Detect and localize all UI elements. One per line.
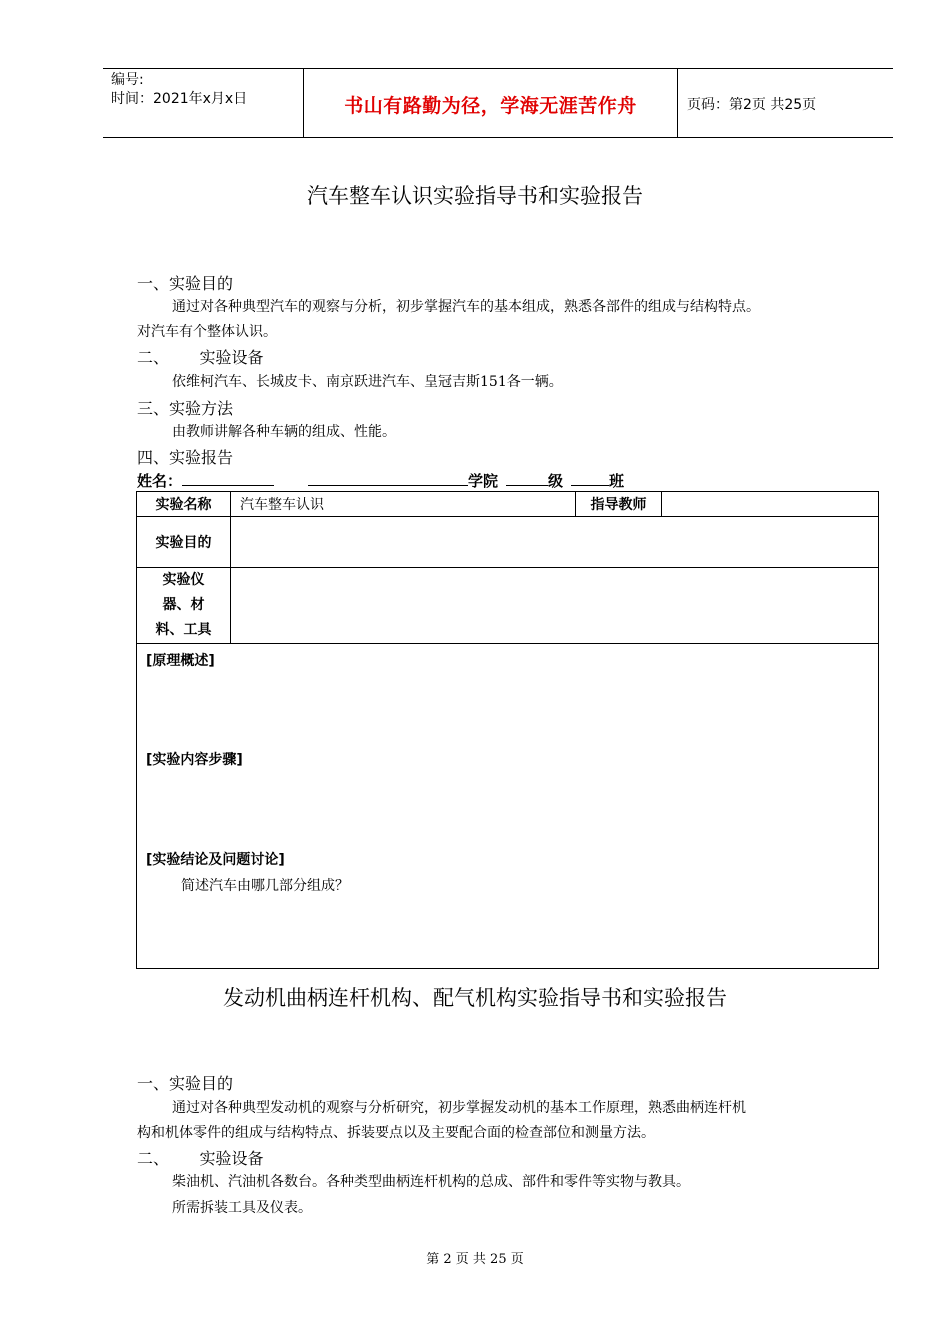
- header-page-code: 页码：第2页 共25页: [687, 97, 817, 113]
- report-body-cell[interactable]: [137, 644, 879, 969]
- table-row: [137, 644, 879, 969]
- doc-number-label: 编号:: [111, 72, 144, 88]
- steps-label: [实验内容步骤]: [146, 752, 243, 768]
- instruments-label-line: 器、材: [162, 597, 205, 613]
- college-blank[interactable]: [308, 471, 468, 486]
- report-table: [136, 491, 879, 969]
- section1-method-text: 由教师讲解各种车辆的组成、性能。: [172, 424, 396, 440]
- class-blank[interactable]: [571, 471, 609, 486]
- section1-title: 汽车整车认识实验指导书和实验报告: [307, 184, 643, 208]
- table-row: [137, 568, 879, 644]
- principle-label: [原理概述]: [146, 653, 215, 669]
- instruments-label-line: 实验仪: [162, 572, 205, 588]
- header-meta: [111, 71, 247, 109]
- class-label: 班: [609, 472, 625, 490]
- exp-name-value[interactable]: 汽车整车认识: [231, 492, 576, 517]
- section1-equipment-heading: 二、 实验设备: [137, 348, 264, 367]
- discussion-question: 简述汽车由哪几部分组成？: [181, 878, 349, 894]
- instruments-label-line: 料、工具: [155, 622, 212, 638]
- instruments-label: [137, 568, 231, 644]
- table-row: [137, 492, 879, 517]
- section2-title: 发动机曲柄连杆机构、配气机构实验指导书和实验报告: [223, 986, 727, 1010]
- section2-equipment-heading: 二、 实验设备: [137, 1149, 264, 1168]
- instruments-value[interactable]: [231, 568, 879, 644]
- page-header: [103, 68, 893, 138]
- section1-purpose-line1: 通过对各种典型汽车的观察与分析，初步掌握汽车的基本组成，熟悉各部件的组成与结构特点。: [172, 299, 760, 315]
- section1-purpose-heading: 一、实验目的: [137, 274, 234, 293]
- section1-purpose-line2: 对汽车有个整体认识。: [137, 324, 277, 340]
- section2-equipment-line2: 所需拆装工具及仪表。: [172, 1200, 312, 1216]
- section1-method-heading: 三、实验方法: [137, 399, 234, 418]
- header-divider: [677, 69, 678, 137]
- teacher-value[interactable]: [662, 492, 879, 517]
- section2-purpose-line1: 通过对各种典型发动机的观察与分析研究，初步掌握发动机的基本工作原理，熟悉曲柄连杆机: [172, 1100, 746, 1116]
- college-label: 学院: [468, 472, 499, 490]
- name-label: 姓名：: [137, 472, 183, 490]
- section1-equipment-text: 依维柯汽车、长城皮卡、南京跃进汽车、皇冠吉斯151各一辆。: [172, 374, 563, 390]
- header-motto: 书山有路勤为径，学海无涯苦作舟: [344, 95, 637, 117]
- name-blank[interactable]: [182, 471, 274, 486]
- purpose-value[interactable]: [231, 517, 879, 568]
- page-footer: 第 2 页 共 25 页: [426, 1252, 524, 1267]
- grade-label: 级: [548, 472, 564, 490]
- conclusion-label: [实验结论及问题讨论]: [146, 852, 285, 868]
- teacher-label: 指导教师: [576, 492, 662, 517]
- student-info-line: [137, 470, 624, 491]
- purpose-label: 实验目的: [137, 517, 231, 568]
- section2-equipment-line1: 柴油机、汽油机各数台。各种类型曲柄连杆机构的总成、部件和零件等实物与教具。: [172, 1174, 690, 1190]
- section1-report-heading: 四、实验报告: [137, 448, 234, 467]
- exp-name-label: 实验名称: [137, 492, 231, 517]
- section2-purpose-line2: 构和机体零件的组成与结构特点、拆装要点以及主要配合面的检查部位和测量方法。: [137, 1125, 655, 1141]
- doc-time-label: 时间：2021年x月x日: [111, 91, 248, 107]
- table-row: [137, 517, 879, 568]
- grade-blank[interactable]: [506, 471, 548, 486]
- section2-purpose-heading: 一、实验目的: [137, 1074, 234, 1093]
